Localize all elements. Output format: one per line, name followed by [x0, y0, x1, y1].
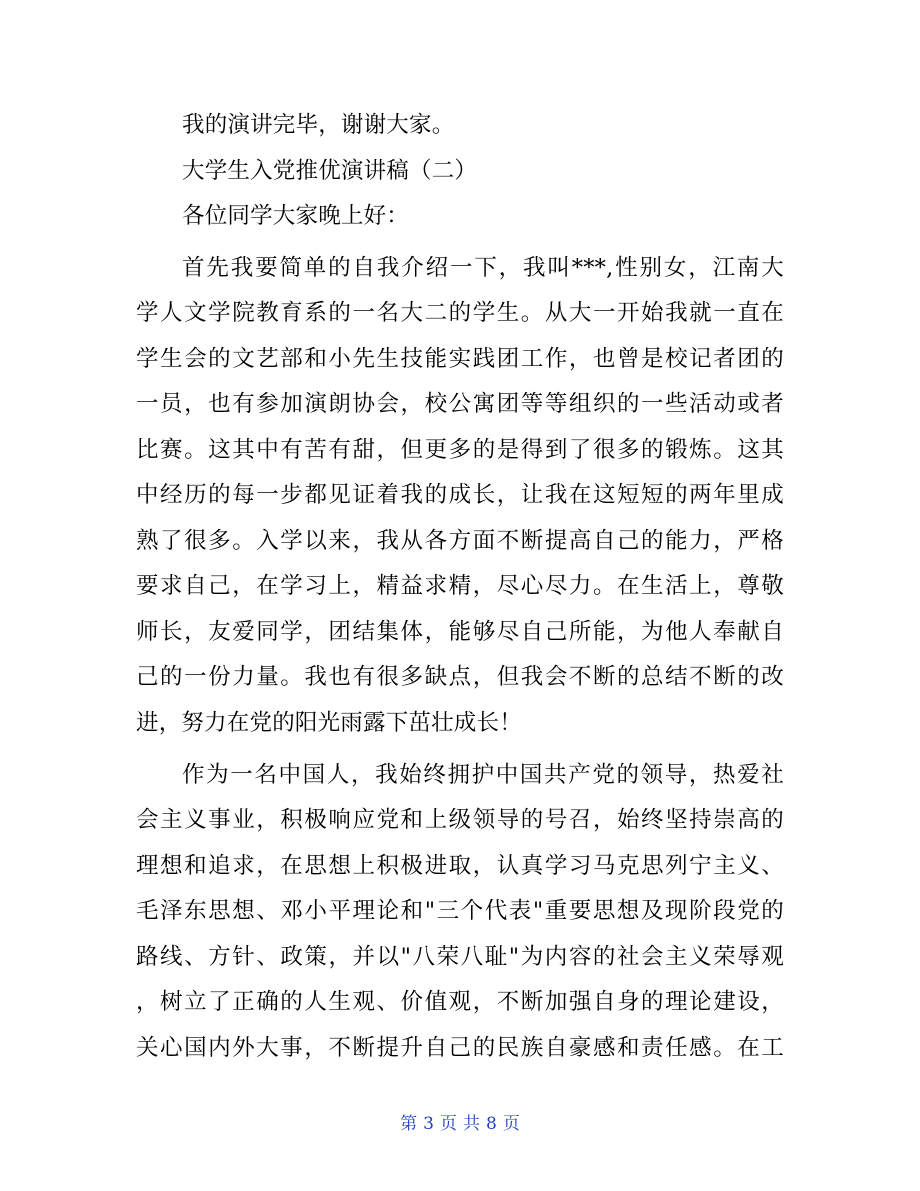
page-footer	[0, 1112, 920, 1136]
paragraph-line: 己的一份力量。我也有很多缺点，但我会不断的总结不断的改	[136, 664, 784, 690]
footer-total-prefix: 共	[463, 1114, 480, 1134]
paragraph-line: 要求自己，在学习上，精益求精，尽心尽力。在生活上，尊敬	[136, 573, 784, 599]
closing-line: 我的演讲完毕，谢谢大家。	[182, 112, 455, 138]
paragraph-line: 学生会的文艺部和小先生技能实践团工作，也曾是校记者团的	[136, 346, 784, 372]
paragraph-line: 进，努力在党的阳光雨露下茁壮成长！	[136, 710, 522, 736]
paragraph-line: 学人文学院教育系的一名大二的学生。从大一开始我就一直在	[136, 300, 784, 326]
paragraph-line: 毛泽东思想、邓小平理论和"三个代表"重要思想及现阶段党的	[136, 898, 784, 924]
paragraph-line: 比赛。这其中有苦有甜，但更多的是得到了很多的锻炼。这其	[136, 437, 784, 463]
paragraph-line: 中经历的每一步都见证着我的成长，让我在这短短的两年里成	[136, 482, 784, 508]
paragraph-line: 会主义事业，积极响应党和上级领导的号召，始终坚持崇高的	[136, 807, 784, 833]
paragraph-line: 作为一名中国人，我始终拥护中国共产党的领导，热爱社	[182, 762, 784, 788]
paragraph-line: 理想和追求，在思想上积极进取，认真学习马克思列宁主义、	[136, 853, 784, 879]
footer-prefix: 第	[400, 1114, 418, 1134]
current-page-number: 3	[423, 1114, 434, 1134]
paragraph-line: 首先我要简单的自我介绍一下，我叫***,性别女，江南大	[182, 255, 784, 281]
paragraph-line: 关心国内外大事，不断提升自己的民族自豪感和责任感。在工	[136, 1035, 784, 1061]
footer-suffix: 页	[502, 1114, 520, 1134]
paragraph-line: ，树立了正确的人生观、价值观，不断加强自身的理论建设，	[136, 989, 784, 1015]
paragraph-line: 路线、方针、政策，并以"八荣八耻"为内容的社会主义荣辱观	[136, 944, 784, 970]
paragraph-line: 师长，友爱同学，团结集体，能够尽自己所能，为他人奉献自	[136, 619, 784, 645]
paragraph-line: 一员，也有参加演朗协会，校公寓团等等组织的一些活动或者	[136, 391, 784, 417]
section-title: 大学生入党推优演讲稿（二）	[182, 158, 478, 184]
paragraph-line: 熟了很多。入学以来，我从各方面不断提高自己的能力，严格	[136, 528, 784, 554]
footer-page-word: 页	[440, 1114, 457, 1134]
greeting-line: 各位同学大家晚上好：	[182, 203, 410, 229]
total-page-number: 8	[486, 1114, 497, 1134]
